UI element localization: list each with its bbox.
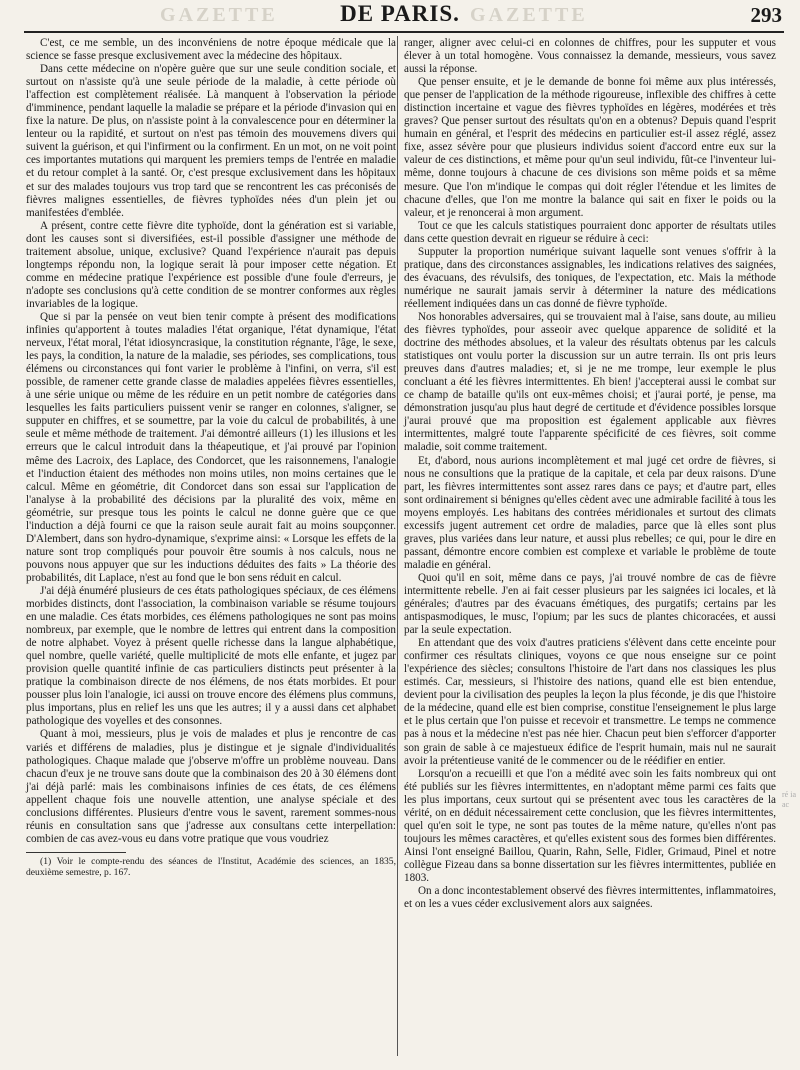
header-rule — [24, 31, 784, 33]
paragraph-5: J'ai déjà énuméré plusieurs de ces états pathologiques spéciaux, de ces élémens morbides distincts, dont l'association, la combinaison variable se résume toujours en une maladie. Ces états morbides, ces élémens pathologiques ne sont pas moins nombreux, par exemple, que le nombre de lettres qui entrent dans la composition de notre alphabet. Voyez à présent quelle richesse dans la langue alphabétique, quel nombre, quelle variété, quelle multiplicité de mots elle enfante, et jugez par provision quelle quantité infinie de cas particuliers distincts peut présenter à la pratique la combinaison directe de nos élémens, de nos états morbides. Et pour pousser plus loin l'analogie, ici aussi on trouve encore des élémens plus communs, plus importans, plus en relief les uns que les autres; il y a aussi dans cet alphabet pathologique des voyelles et des consonnes. — [26, 584, 396, 728]
footnote: (1) Voir le compte-rendu des séances de l'Institut, Académie des sciences, an 1835, deuxième semestre, p. 167. — [26, 855, 396, 878]
paragraph-3: A présent, contre cette fièvre dite typhoïde, dont la génération est si variable, dont les causes sont si diversifiées, est-il possible d'assigner une méthode de traitement absolue, unique, exclusive? Quand l'expérience n'aurait pas depuis longtemps répondu non, la logique serait là pour imposer cette négation. Et comme en médecine pratique l'expérience est possible d'une foule d'erreurs, je n'adopte ses conclusions qu'à cette condition de se montrer conformes aux règles invariables de la logique. — [26, 219, 396, 310]
paragraph-15: Lorsqu'on a recueilli et que l'on a médité avec soin les faits nombreux qui ont été publiés sur les fièvres intermittentes, en n'adoptant même parmi ces faits que les plus importans, ceux surtout qui se présentent avec tous les caractères de la vérité, on en déduit nécessairement cette conclusion, que les fièvres intermittentes, quel qu'en soit le type, ne sont pas toutes de la même nature, qu'elles n'ont pas toujours les mêmes caractères, et qu'elles existent sous des formes bien différentes. Ainsi l'ont enseigné Baillou, Quarin, Rahn, Selle, Fidler, Grimaud, Pinel et notre collègue Fizeau dans sa bonne dissertation sur les fièvres intermittentes, publiée en 1803. — [404, 767, 776, 884]
running-head-title: DE PARIS. — [340, 1, 460, 26]
paragraph-9: Tout ce que les calculs statistiques pourraient donc apporter de résultats utiles dans cette question devrait en rigueur se réduire à ceci: — [404, 219, 776, 245]
paragraph-4: Que si par la pensée on veut bien tenir compte à présent des modifications infinies qu'apportent à toutes maladies l'état organique, l'état dynamique, l'état nerveux, l'état moral, l'état idiosyncrasique, la constitution régnante, l'âge, le sexe, les pays, la condition, la nature de la maladie, ses périodes, ses complications, tous élémens ou circonstances qui font varier le problème à l'infini, on verra, s'il est possible, de ramener cette grande classe de maladies appelées fièvres essentielles, à une série unique ou même de les réduire en un petit nombre de catégories dans lesquelles les faits particuliers puissent venir se ranger en colonnes, s'aligner, se supputer en chiffres, et se soumettre, par la voie du calcul de probabilités, à une seule et même méthode de traitement. J'ai démontré ailleurs (1) les illusions et les erreurs que le calcul introduit dans la théapeutique, et j'ai prouvé par l'opinion même des Lacroix, des Laplace, des Condorcet, que les raisonnemens, l'analogie et l'induction étaient des méthodes non moins utiles, non moins certaines que le calcul. Même en géométrie, dit Condorcet dans son essai sur l'application de l'analyse à la probabilité des décisions par la pluralité des voix, même en géométrie, sur presque tous les points le calcul ne donne guère que ce que l'induction a déjà fourni ce que la raison seule aurait fait au moins soupçonner. D'Alembert, dans son hydro-dynamique, s'exprime ainsi: « Lorsque les effets de la nature sont trop compliqués pour pouvoir être soumis à nos calculs, nous ne pouvons nous appuyer que sur les inductions déduites des faits » La théorie des probabilités, dit Laplace, n'est au fond que le bon sens réduit en calcul. — [26, 310, 396, 584]
margin-note: ré ia ac — [782, 790, 796, 809]
paragraph-7: ranger, aligner avec celui-ci en colonnes de chiffres, pour les supputer et vous élever à un total homogène. Vous connaissez la demande, messieurs, vous savez aussi la réponse. — [404, 37, 776, 76]
paragraph-11: Nos honorables adversaires, qui se trouvaient mal à l'aise, sans doute, au milieu des fièvres typhoïdes, pour asseoir avec quelque apparence de solidité et la doctrine des méthodes absolues, et la valeur des résultats obtenus par les calculs statistiques ont voulu porter la discussion sur un autre terrain. Ils ont pris leurs preuves dans d'autres maladies; et, si je ne me trompe, leur exemple le plus concluant a été les fièvres intermittentes. Eh bien! j'accepterai aussi le combat sur ce champ de bataille qu'ils ont eux-mêmes choisi; et j'aurai porté, je pense, ma démonstration jusqu'au plus haut degré de certitude et d'évidence possibles lorsque j'aurai prouvé que ma proposition est également applicable aux fièvres intermittentes, malgré toute l'apparente spécificité de ces fièvres, soit comme maladie, soit comme traitement. — [404, 310, 776, 454]
paragraph-14: En attendant que des voix d'autres praticiens s'élèvent dans cette enceinte pour confirmer ces résultats cliniques, voyons ce que nous enseigne sur ce point l'expérience des siècles; consultons l'histoire de l'art dans nos classiques les plus estimés. Car, messieurs, si l'histoire des nations, quand elle est bien entendue, devient pour la civilisation des peuples la leçon la plus féconde, je dis que l'histoire de la médecine, quand elle est bien comprise, constitue l'enseignement le plus large et le plus certain que l'on puisse et recevoir et transmettre. Le temps ne commence pas à nous et la médecine n'est pas née hier. Chacun peut bien s'efforcer d'apporter son grain de sable à ce majestueux édifice de l'esprit humain, mais nul ne saurait avoir la prétentieuse vanité de le commencer ou de le réédifier en entier. — [404, 637, 776, 767]
paragraph-12: Et, d'abord, nous aurions incomplètement et mal jugé cet ordre de fièvres, si nous ne consultions que la pratique de la capitale, et cela par deux raisons. D'une part, les fièvres intermittentes sont assez rares dans ce pays; et d'autre part, elles sont ordinairement si bénignes qu'elles cèdent avec une admirable facilité à tous les moyens employés. Les habitans des contrées méridionales et surtout des climats excessifs jugent autrement cet ordre de maladies, parce que là elles sont plus graves, plus variées dans leur nature, et aussi plus rebelles; ce qui, pour le dire en passant, démontre encore combien est complexe et variable le problème de toute maladie en général. — [404, 454, 776, 571]
footnote-rule — [26, 852, 126, 853]
page-number: 293 — [750, 3, 782, 27]
column-divider — [397, 36, 398, 1056]
paragraph-1: C'est, ce me semble, un des inconvéniens de notre époque médicale que la science se fasse presque exclusivement avec la médecine des hôpitaux. — [26, 37, 396, 63]
left-column — [26, 37, 396, 878]
paragraph-10: Supputer la proportion numérique suivant laquelle sont venues s'offrir à la pratique, dans des circonstances assignables, les indications relatives des saignées, des évacuans, des révulsifs, des toniques, de l'expectation, etc. Mais la méthode numérique ne saurait jamais servir à déterminer la nature des médications réellement indiquées dans un cas donné de fièvre typhoïde. — [404, 245, 776, 310]
paragraph-8: Que penser ensuite, et je le demande de bonne foi même aux plus intéressés, que penser de l'application de la méthode rigoureuse, inflexible des chiffres à cette distinction incertaine et vague des fièvres typhoïdes en légères, modérées et très graves? Que penser surtout des résultats qu'on en a obtenus? Depuis quand l'esprit humain en général, et l'esprit des médecins en particulier est-il assez réglé, assez fixe, assez sévère pour que plusieurs individus soient d'accord entre eux sur la valeur de ces distinctions, et même pour qu'un seul individu, fût-ce l'inventeur lui-même, donne toujours à chacune de ces divisions son même poids et sa même mesure. Que l'on m'indique le compas qui doit régler l'étendue et les limites de chacune d'elles, que l'on me montre la balance qui sait en fixer le poids ou la valeur, et je renoncerai à mon argument. — [404, 76, 776, 219]
paragraph-6: Quant à moi, messieurs, plus je vois de malades et plus je rencontre de cas variés et différens de maladies, plus je distingue et je signale d'individualités pathologiques. Chaque malade que j'observe m'offre un problème nouveau. Dans chacun d'eux je ne trouve sans doute que la combinaison des 20 à 30 élémens dont j'ai déjà parlé: mais les combinaisons infinies de ces états, de ces élémens appellent chaque fois une nouvelle attention, une analyse spéciale et des conclusions différentes. Plusieurs d'entre vous le savent, rarement sommes-nous réunis en consultation sans que j'adresse aux consultans cette interpellation: combien de cas avez-vous eu dans votre pratique que vous voudriez — [26, 728, 396, 845]
paragraph-16: On a donc incontestablement observé des fièvres intermittentes, inflammatoires, et on les a vues céder exclusivement alors aux saignées. — [404, 885, 776, 911]
right-column — [404, 37, 776, 911]
bleed-through-text-right: GAZETTE — [470, 4, 588, 26]
bleed-through-text-left: GAZETTE — [160, 4, 278, 26]
paragraph-13: Quoi qu'il en soit, même dans ce pays, j'ai trouvé nombre de cas de fièvre intermittente rebelle. J'en ai fait cesser plusieurs par les saignées ici locales, et là générales; d'autres par des évacuans émétiques, des purgatifs; certains par les antispasmodiques, le musc, l'opium; par les sucs de plantes chicoracées, et aussi par la seule expectation. — [404, 571, 776, 637]
page-header — [0, 0, 800, 30]
paragraph-2: Dans cette médecine on n'opère guère que sur une seule condition sociale, et surtout on n'assiste qu'à une seule période de la maladie, à cette période où l'affection est complètement réalisée. Là manquent à l'observation la période d'imminence, pendant laquelle la maladie se prépare et la période d'invasion qui en fixe la nature. De plus, on n'assiste point à la convalescence pour en déterminer la lenteur ou la rapidité, et surtout on n'est pas témoin des mouvemens divers qui suivent la guérison, et qui l'infirment ou la confirment. En un mot, on ne voit point ces importantes mutations qui marquent les premiers temps de l'entrée en maladie et du retour complet à la santé. Or, c'est presque exclusivement dans les hôpitaux et sur des malades toujours vus trop tard que se rencontrent les cas préconisés de fièvres malignes essentielles, de fièvres typhoïdes nées d'un plein jet ou manifestées d'emblée. — [26, 63, 396, 219]
